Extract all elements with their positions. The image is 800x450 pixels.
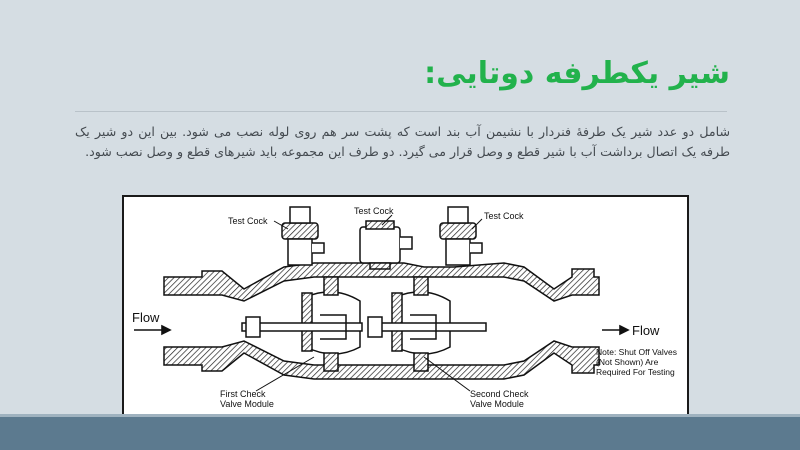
title-divider [75,111,727,112]
first-check-label-line2: Valve Module [220,399,274,409]
test-cock-right [440,207,482,265]
valve-cross-section-drawing [124,197,687,420]
test-cock-middle-label: Test Cock [354,206,394,216]
footer-band [0,417,800,450]
note-line3: Required For Testing [596,367,675,377]
test-cock-middle [360,221,412,269]
note-line1: Note: Shut Off Valves [596,347,677,357]
flow-out-label: Flow [632,323,660,338]
flow-out-arrow [602,326,628,334]
slide-title: شیر یکطرفه دوتایی: [424,56,730,91]
second-check-label-line1: Second Check [470,389,529,399]
double-check-valve-diagram [122,195,689,422]
note-line2: (Not Shown) Are [596,357,659,367]
flow-in-arrow [134,326,170,334]
second-check-label-line2: Valve Module [470,399,524,409]
test-cock-left [282,207,324,265]
test-cock-right-label: Test Cock [484,211,524,221]
test-cock-left-label: Test Cock [228,216,268,226]
first-check-label-line1: First Check [220,389,266,399]
flow-in-label: Flow [132,310,160,325]
slide-body-text: شامل دو عدد شیر یک طرفهٔ فنردار با نشیمن آب بند است که پشت سر هم روی لوله نصب می شود. بین این دو شیر یک طرفه یک اتصال برداشت آب با شیر قطع و وصل قرار می گیرد. دو طرف این مجموعه باید شیرهای قطع و وصل نصب شود. [75,124,730,159]
second-check-valve-module [368,277,486,371]
